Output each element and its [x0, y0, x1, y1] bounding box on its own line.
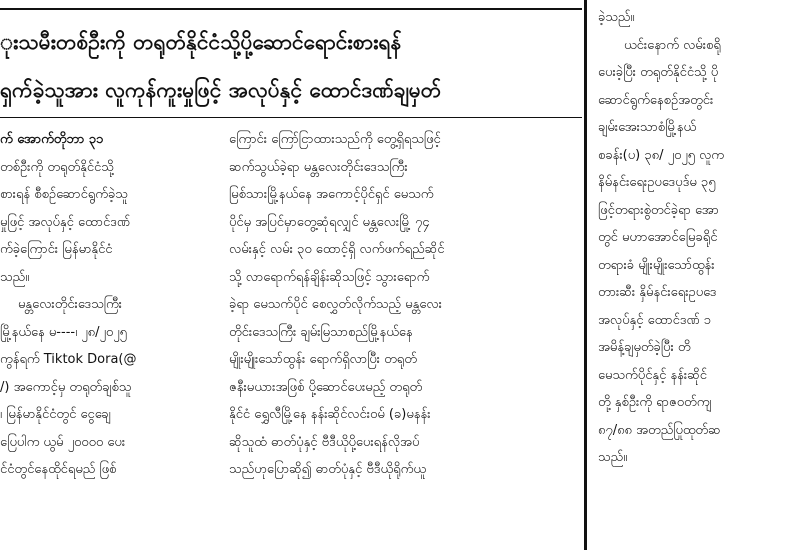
body-line: ၈၇/၈၈ အတည်ပြုထုတ်ဆ — [598, 422, 721, 438]
body-line: ကွန်ရက် Tiktok Dora(@ — [0, 352, 137, 367]
body-line: မြစ်သားမြို့နယ်နေ အကောင့်ပိုင်ရှင် မေသက် — [229, 187, 434, 202]
body-line: ယင်းနောက် လမ်းစရို — [624, 37, 721, 53]
body-line: တရားခံ မျိုးမျိုးသော်ထွန်း — [598, 257, 715, 273]
body-line: သည်။ — [598, 450, 628, 465]
body-line: အလုပ်နှင့် ထောင်ဒဏ် ၁ — [598, 312, 712, 328]
body-line: ချမ်းအေးသာစံမြို့နယ် — [598, 120, 697, 135]
article-column-middle — [229, 126, 581, 484]
article-column-right — [598, 4, 800, 550]
body-line: မျိုးမျိုးသော်ထွန်း ရောက်ရှိလာပြီး တရုတ် — [229, 352, 417, 367]
body-line: ကြောင်း ကြော်ငြာထားသည်ကို တွေ့ရှိရသဖြင့် — [229, 132, 441, 147]
column-divider — [584, 0, 587, 550]
body-line: ဖြင့်တရားစွဲတင်ခဲ့ရာ အော — [598, 202, 719, 218]
body-line: မန္တလေးတိုင်းဒေသကြီး — [18, 297, 122, 312]
headline-line-2: ရှက်ခဲ့သူအား လူကုန်ကူးမှုဖြင့် အလုပ်နှင့် ထောင်ဒဏ်ချမှတ် — [0, 78, 442, 102]
body-line: စခန်း(ပ) ၃၈/ ၂၀၂၅ လူက — [598, 147, 725, 163]
top-rule — [0, 8, 582, 10]
body-line: နိမ်နင်းရေးဥပဒေပုဒ်မ ၃၅ — [598, 175, 716, 190]
dateline: က် အောက်တိုဘာ ၃၁ — [0, 132, 104, 147]
body-line: ပြေပါက ယွမ် ၂၀၀၀၀ ပေး — [0, 434, 126, 450]
body-line: တစ်ဦးကို တရုတ်နိုင်ငံသို့ — [0, 159, 114, 175]
body-line: ၊ မြန်မာနိုင်ငံတွင် ငွေချေ — [0, 407, 111, 422]
body-line: သို့ လာရောက်ရန်ချိန်းဆိုသဖြင့် သွားရောက် — [229, 269, 430, 285]
body-line: ပိုင်မှ အပြင်မှာတွေ့ဆုံရလျှင် မန္တလေးမြို့ ၇၄ — [229, 214, 430, 230]
article-column-left — [0, 126, 212, 484]
body-line: သည်ဟုပြောဆို၍ ဓာတ်ပုံနှင့် ဗီဒီယိုရိုက်ယူ — [229, 462, 426, 477]
body-line: သည်။ — [0, 269, 30, 285]
body-line: ဇနီးမယားအဖြစ် ပို့ဆောင်ပေးမည့် တရုတ် — [229, 379, 423, 395]
body-line: ဆက်သွယ်ခဲ့ရာ မန္တလေးတိုင်းဒေသကြီး — [229, 159, 408, 175]
body-line: ဆိုသူထံ ဓာတ်ပုံနှင့် ဗီဒီယိုပို့ပေးရန်လိုအပ် — [229, 434, 420, 450]
body-line: /) အကောင့်မှ တရုတ်ချစ်သူ — [0, 379, 132, 395]
body-line: အမိန့်ချမှတ်ခဲ့ပြီး တိ — [598, 340, 691, 355]
body-line: မှုဖြင့် အလုပ်နှင့် ထောင်ဒဏ် — [0, 214, 131, 230]
body-line: တိုင်းဒေသကြီး ချမ်းမြသာစည်မြို့နယ်နေ — [229, 324, 413, 340]
body-line: င်ငံတွင်နေထိုင်ရမည် ဖြစ် — [0, 462, 117, 477]
body-line: တွင် မဟာအောင်မြေခရိုင် — [598, 230, 718, 245]
body-line: ပေးခဲ့ပြီး တရုတ်နိုင်ငံသို့ ပို — [598, 65, 719, 80]
body-line: တို့ နှစ်ဦးကို ရာဇ၀တ်ကျ — [598, 395, 712, 410]
body-line: ခဲ့ရာ မေသက်ပိုင် စေလွှတ်လိုက်သည့် မန္တလေး — [229, 297, 442, 312]
body-line: နိုင်ငံ ရွှေလီမြို့နေ နန်းဆိုင်လင်း၀မ် (ခ)မနန်း — [229, 407, 431, 422]
body-line: လမ်းနှင့် လမ်း ၃၀ ထောင့်ရှိ လက်ဖက်ရည်ဆိုင် — [229, 242, 445, 257]
body-line: မေသက်ပိုင်နှင့် နန်းဆိုင် — [598, 367, 707, 383]
body-line: တားဆီး နှိမ်နင်းရေးဥပဒေ — [598, 285, 717, 300]
body-line: မြို့နယ်နေ မ----၊ ၂၈/၂၀၂၅ — [0, 324, 127, 340]
body-line: က်ခဲ့ကြောင်း မြန်မာနိုင်ငံ — [0, 242, 113, 257]
headline-rule — [0, 117, 582, 118]
body-line: ခဲ့သည်။ — [598, 10, 635, 25]
body-line: ဆောင်ရွက်နေစဉ်အတွင်း — [598, 92, 714, 108]
headline-line-1: ုးသမီးတစ်ဦးကို တရုတ်နိုင်ငံသို့ပို့ဆောင်ရောင်းစားရန် — [0, 30, 402, 54]
body-line: စားရန် စီစဉ်ဆောင်ရွက်ခဲ့သူ — [0, 187, 128, 202]
